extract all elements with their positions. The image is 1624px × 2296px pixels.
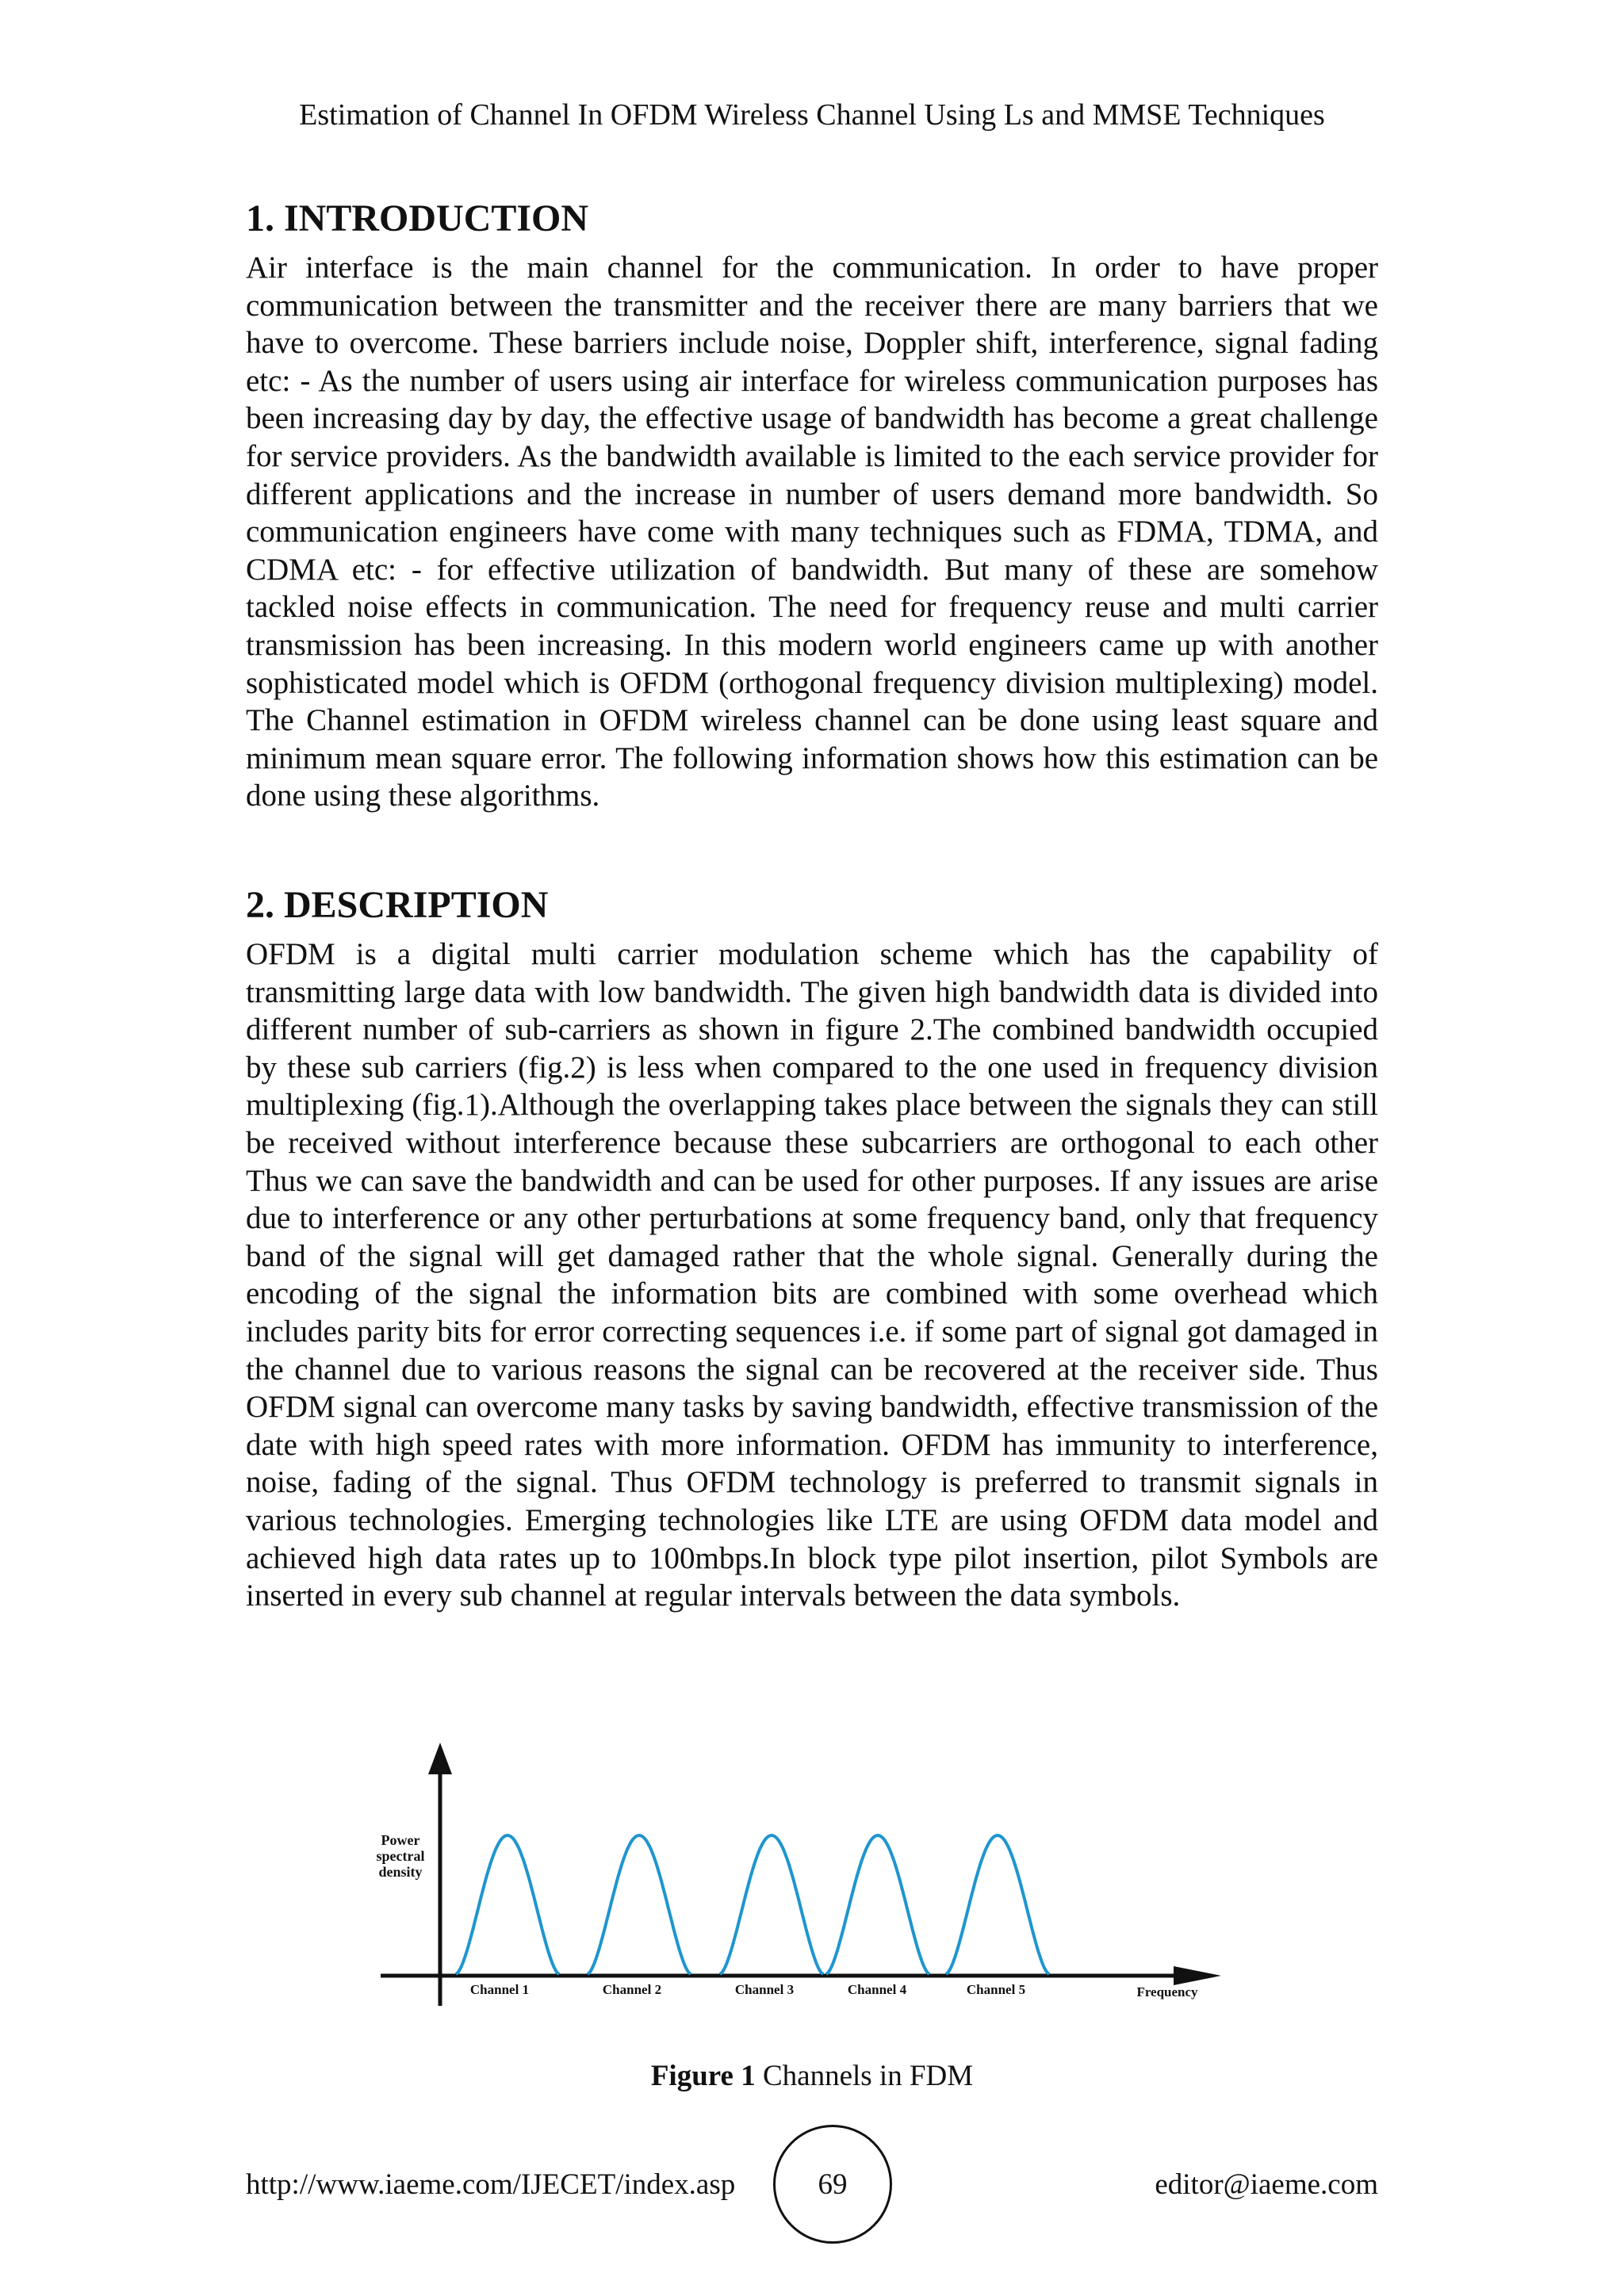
y-axis-arrow	[428, 1743, 452, 1774]
section-body-description: OFDM is a digital multi carrier modulation scheme which has the capability of transmitting large data with low bandwidth. The given high bandwidth data is divided into different number of sub-carriers as shown in figure 2.The combined bandwidth occupied by these sub carriers (fig.2) is less when compared to the one used in frequency division multiplexing (fig.1).Although the overlapping takes place between the signals they can still be received without interference because these subcarriers are orthogonal to each other Thus we can save the bandwidth and can be used for other purposes. If any issues are arise due to interference or any other perturbations at some frequency band, only that frequency band of the signal will get damaged rather that the whole signal. Generally during the encoding of the signal the information bits are combined with some overhead which includes parity bits for error correcting sequences i.e. if some part of signal got damaged in the channel due to various reasons the signal can be recovered at the receiver side. Thus OFDM signal can overcome many tasks by saving bandwidth, effective transmission of the date with high speed rates with more information. OFDM has immunity to interference, noise, fading of the signal. Thus OFDM technology is preferred to transmit signals in various technologies. Emerging technologies like LTE are using OFDM data model and achieved high data rates up to 100mbps.In block type pilot insertion, pilot Symbols are inserted in every sub channel at regular intervals between the data symbols.	[246, 937, 1378, 1613]
channel-curve-1	[456, 1835, 559, 1974]
section-heading-introduction: 1. INTRODUCTION	[246, 197, 589, 239]
section-heading-description: 2. DESCRIPTION	[246, 884, 549, 926]
channel-label-4: Channel 4	[847, 1982, 907, 1997]
y-axis-label-line-1: Power	[381, 1832, 420, 1848]
page-number: 69	[818, 2168, 848, 2201]
channel-label-5: Channel 5	[966, 1982, 1026, 1997]
channel-label-1: Channel 1	[469, 1982, 530, 1997]
x-axis-label: Frequency	[1136, 1984, 1198, 1999]
figure-caption-text: Channels in FDM	[755, 2060, 974, 2092]
footer-url[interactable]: http://www.iaeme.com/IJECET/index.asp	[246, 2168, 736, 2201]
channel-label-3: Channel 3	[734, 1982, 795, 1997]
section-body-introduction: Air interface is the main channel for the communication. In order to have proper communication between the transmitter and the receiver there are many barriers that we have to overcome. These barriers include noise, Doppler shift, interference, signal fading etc: - As the number of users using air interface for wireless communication purposes has been increasing day by day, the effective usage of bandwidth has become a great challenge for service providers. As the bandwidth available is limited to the each service provider for different applications and the increase in number of users demand more bandwidth. So communication engineers have come with many techniques such as FDMA, TDMA, and CDMA etc: - for effective utilization of bandwidth. But many of these are somehow tackled noise effects in communication. The need for frequency reuse and multi carrier transmission has been increasing. In this modern world engineers came up with another sophisticated model which is OFDM (orthogonal frequency division multiplexing) model. The Channel estimation in OFDM wireless channel can be done using least square and minimum mean square error. The following information shows how this estimation can be done using these algorithms.	[246, 251, 1378, 813]
figure-caption-label: Figure 1	[650, 2060, 756, 2092]
fdm-spectrum-diagram	[349, 1736, 1237, 2022]
y-axis-label-line-3: density	[378, 1864, 423, 1880]
channel-curve-3	[720, 1835, 823, 1974]
y-axis-label-line-2: spectral	[376, 1848, 425, 1864]
footer-email[interactable]: editor@iaeme.com	[1155, 2168, 1378, 2201]
channel-curve-2	[588, 1835, 691, 1974]
channel-curves	[456, 1835, 1049, 1974]
channel-curve-4	[826, 1835, 929, 1974]
channel-label-2: Channel 2	[602, 1982, 662, 1997]
channel-curve-5	[946, 1835, 1049, 1974]
x-axis-arrow	[1174, 1966, 1221, 1985]
running-head: Estimation of Channel In OFDM Wireless Channel Using Ls and MMSE Techniques	[299, 98, 1325, 132]
figure-caption	[0, 2058, 1624, 2095]
figure-fdm-channels	[349, 1736, 1237, 2022]
